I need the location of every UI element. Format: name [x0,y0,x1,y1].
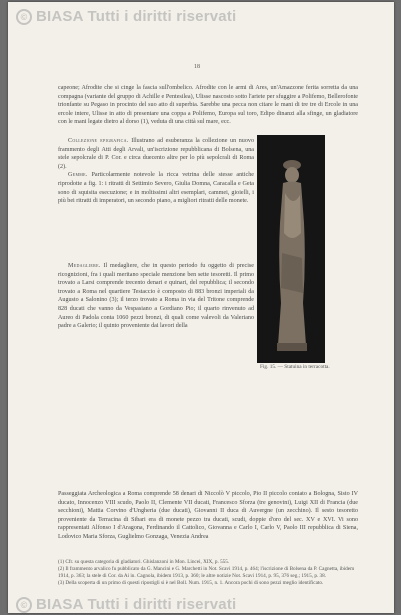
paragraph-coins [58,262,254,331]
left-column-upper [58,137,254,206]
left-column-lower [58,262,254,331]
page-number: 18 [194,64,200,70]
continuation-paragraph: Passeggiata Archeologica a Roma comprende 58 denari di Niccolò V piccolo, Pio II piccolo coniato a Bologna, Sisto IV ducato, Innocenzo VIII scudo, Paolo II, Clemente VII ducati, Francesco Sforza (tre genovini), Luigi XII di Francia (due secchioni), Mattia Corvino d'Ungheria (due ducati), Giovanni II duca di Auvergne (un zecchino). Il sesto tesoretto proveniente da Terracina di Sibari era di monete pezzo tra ducati, scudi, doppie d'oro del sec. XV e XVI. Vi sono rappresentati Alfonso I d'Aragona, Ferdinando il Cattolico, Giovanna e Carlo I, Carlo V, Paolo III repubblica di Siena, Lodovico Maria Sforza, Guglielmo Gonzaga, Venezia Andrea [58,491,358,540]
paragraph-gems [58,171,254,205]
section-text-coins: Il medagliere, che in questo periodo fu oggetto di precise ricognizioni, fra i quali meritano speciale menzione ben sette tesoretti. Il primo trovato a Larsi comprende trecento denari e quinari, del repubblica; il secondo trovato a Roma nel quartiere Testaccio è composto di 883 bronzi imperiali da Augusto a Salonino (3); il terzo trovato a Roma in via del Tritone comprende 828 ducati che vanno da Vespasiano a Gordiano Pio; il quarto rinvenuto ad Aureo di Padola conta 1060 pezzi bronzi, di quali come valevoli da Valeriano padre a Galerio; il quinto proveniente dai lavori della [58,263,254,330]
section-heading-coins: Medagliere. [68,263,101,269]
section-text-gems: Particolarmente notevole la ricca vetrina delle stesse antiche riprodotte a fig. 1: i ritratti di Settimio Severo, Giulia Domna, Caracalla e Geta sono di squisita esecuzione; e in moltissimi altri esemplari, cammei, gioielli, i più bei ritratti di imperatori, un secondo piano, a migliori ritratti delle monete. [58,172,255,205]
footnotes [58,559,358,587]
intro-paragraph: capeone; Afrodite che si cinge la fascia sull'ombelico. Afrodite con le armi di Ares, un'Amazzone ferita sorretta da una compagna (variante del gruppo di Achille e Pentesilea), Ulisse nascosto sotto l'ariete per sfuggire a Polifemo, Bellerofonte trionfante su Pegaso in procinto del suo atto di superbia. Sarebbe una pecca non citare le mani di tre tre di Ercole in una ercole intere, Ulisse in atto di presentare una coppa a Polifemo, Europa sul toro, Edipo dinanzi alla sfinge, un gladiatore con le mani legate dietro al dorso (1), veduta di una città sul mare, ecc. [58,85,358,126]
figure-caption: Fig. 15. — Statuina in terracotta. [260,364,330,370]
footnote: (3) Della scoperta di un primo di questi ripostigli si è nel Boll. Num. 1915, n. 1. Ancora pochi di sono pezzi meglio identificato. [58,580,324,586]
statuette-image [273,153,311,353]
footnote: (1) Cfr. su questa categoria di gladiatori. Ghislanzoni in Mon. Lincei, XIX, p. 555. [58,559,230,565]
section-heading-epigraphy: Collezione epigrafica. [68,138,129,144]
copyright-icon: © [16,597,32,613]
paragraph-epigraphy [58,137,254,171]
section-text-epigraphy: Illustrano ad esuberanza la collezione un nuovo frammento degli Atti degli Arvali, un'iscrizione repubblicana di Bolsena, una stele sepolcrale di P. Cor. e circa duecento altre per lo più sepolcrali di Roma (2). [58,138,254,170]
figure-photo [257,135,325,363]
watermark-top: © BIASA Tutti i diritti riservati [16,8,386,25]
watermark-bottom: © BIASA Tutti i diritti riservati [16,596,386,613]
section-heading-gems: Gemme. [68,172,88,179]
footnote: (2) Il frammento arvalico fu pubblicato da G. Mancini e G. Marchetti in Not. Scavi 1914, p. 464; l'iscrizione di Bolsena da P. Cagnetta, ibidem 1914, p. 363; la stele di Cor. da Ai in. Cagnola, ibidem 1913, p. 360; le altre notizie Not. Scavi 1914, p. 95, 376 seg.; 1915, p. 38. [58,566,355,579]
copyright-icon: © [16,9,32,25]
document-page [8,2,394,613]
